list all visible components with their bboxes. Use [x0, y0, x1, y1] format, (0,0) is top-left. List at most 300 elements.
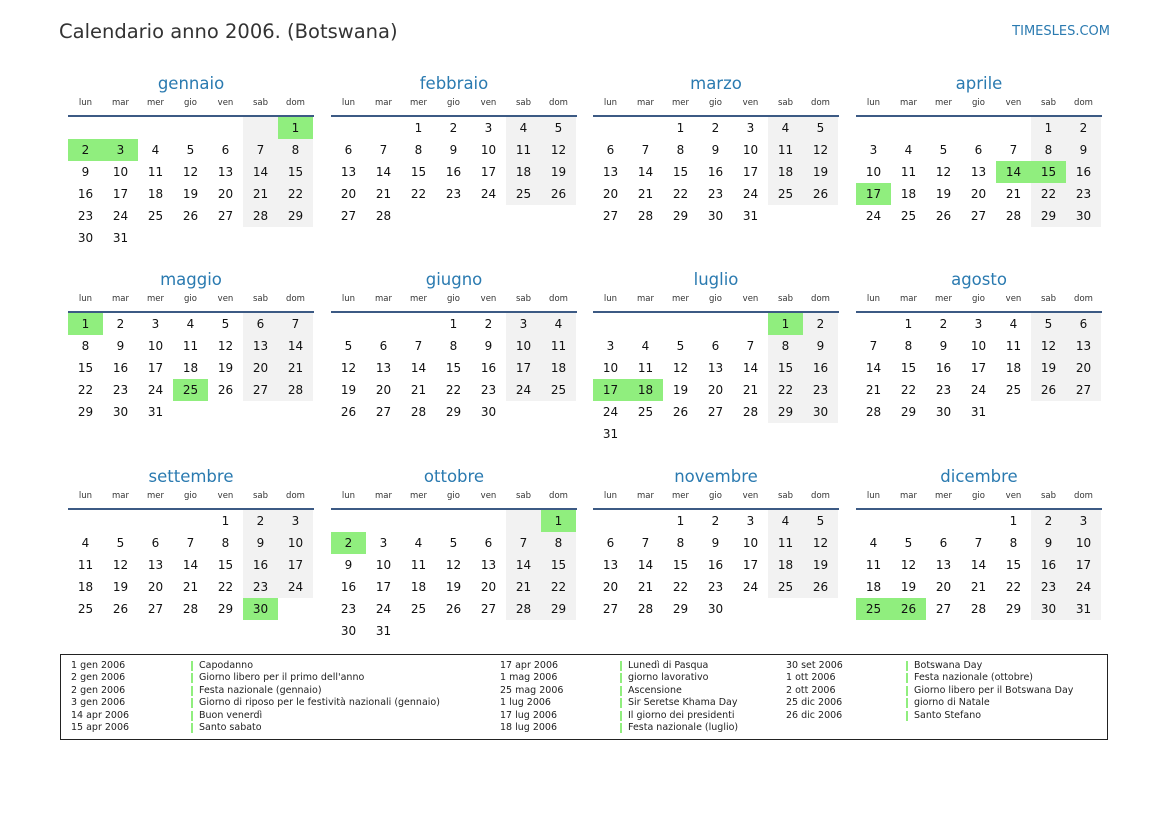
legend-row [71, 672, 440, 684]
day-cell: 24 [742, 580, 759, 594]
legend-row [500, 710, 738, 722]
day-cell: 1 [449, 317, 458, 331]
day-cell: 27 [480, 602, 497, 616]
day-cell: 30 [480, 405, 497, 419]
day-cell: 27 [935, 602, 952, 616]
day-cell: 9 [484, 339, 493, 353]
holiday-date: 26 dic 2006 [786, 709, 843, 721]
day-cell: 24 [1066, 576, 1101, 598]
day-cell: 1 [68, 313, 103, 335]
weekday-label: mar [112, 294, 129, 304]
day-cell: 10 [112, 165, 129, 179]
day-cell: 22 [541, 576, 576, 598]
weekday-label: mer [146, 98, 164, 108]
day-cell: 10 [602, 361, 619, 375]
day-grid [856, 313, 1101, 423]
day-cell: 19 [217, 361, 234, 375]
day-cell: 11 [541, 335, 576, 357]
day-cell: 13 [602, 558, 619, 572]
day-cell: 25 [768, 183, 803, 205]
day-cell: 28 [1005, 209, 1022, 223]
day-cell: 2 [803, 313, 838, 335]
month-agosto [856, 269, 1102, 423]
empty-cell [628, 313, 663, 335]
weekday-label: dom [286, 294, 305, 304]
weekday-label: mer [409, 491, 427, 501]
day-cell: 17 [593, 379, 628, 401]
holiday-name: Festa nazionale (luglio) [628, 721, 739, 733]
weekday-label: mar [900, 294, 917, 304]
weekday-label: mer [671, 294, 689, 304]
empty-cell [436, 510, 471, 532]
weekday-header [856, 291, 1102, 313]
month-name: giugno [425, 270, 483, 289]
day-cell: 21 [970, 580, 987, 594]
holiday-name: Botswana Day [914, 660, 983, 671]
day-cell: 21 [278, 357, 313, 379]
empty-cell [208, 117, 243, 139]
day-cell: 25 [173, 379, 208, 401]
weekday-label: ven [1005, 491, 1022, 501]
day-cell: 20 [602, 187, 619, 201]
day-cell: 15 [1031, 161, 1066, 183]
day-cell: 12 [445, 558, 462, 572]
day-cell: 12 [900, 558, 917, 572]
weekday-label: mer [671, 98, 689, 108]
day-cell: 16 [707, 165, 724, 179]
day-cell: 2 [711, 121, 720, 135]
empty-cell [436, 205, 471, 227]
day-cell: 26 [803, 183, 838, 205]
weekday-label: sab [777, 294, 794, 304]
day-cell: 19 [340, 383, 357, 397]
day-cell: 13 [1066, 335, 1101, 357]
day-cell: 9 [939, 339, 948, 353]
day-cell: 15 [672, 165, 689, 179]
day-cell: 5 [1031, 313, 1066, 335]
weekday-label: gio [972, 98, 985, 108]
empty-cell [996, 117, 1031, 139]
day-cell: 28 [506, 598, 541, 620]
day-cell: 6 [243, 313, 278, 335]
empty-cell [401, 620, 436, 642]
day-cell: 8 [768, 335, 803, 357]
page-title: Calendario anno 2006. (Botswana) [59, 20, 398, 43]
day-cell: 31 [375, 624, 392, 638]
month-name: settembre [148, 467, 234, 486]
day-cell: 5 [221, 317, 230, 331]
day-cell: 21 [742, 383, 759, 397]
day-cell: 21 [410, 383, 427, 397]
day-cell: 12 [112, 558, 129, 572]
day-cell: 26 [445, 602, 462, 616]
day-cell: 25 [768, 576, 803, 598]
day-cell: 26 [1031, 379, 1066, 401]
day-cell: 17 [112, 187, 129, 201]
weekday-label: mar [112, 491, 129, 501]
day-cell: 16 [707, 558, 724, 572]
day-cell: 31 [1066, 598, 1101, 620]
month-febbraio [331, 73, 577, 227]
month-name: febbraio [419, 74, 489, 93]
day-cell: 10 [1066, 532, 1101, 554]
legend-column [786, 660, 1073, 722]
day-cell: 3 [379, 536, 388, 550]
legend-row [71, 685, 440, 697]
day-cell: 15 [900, 361, 917, 375]
day-cell: 21 [375, 187, 392, 201]
day-cell: 25 [856, 598, 891, 620]
day-cell: 14 [243, 161, 278, 183]
day-cell: 4 [541, 313, 576, 335]
holiday-marker [191, 661, 193, 671]
day-cell: 27 [375, 405, 392, 419]
day-cell: 15 [410, 165, 427, 179]
month-luglio [593, 269, 839, 445]
weekday-label: ven [480, 294, 497, 304]
weekday-label: lun [603, 98, 618, 108]
empty-cell [541, 401, 576, 423]
day-cell: 3 [746, 121, 755, 135]
holiday-date: 30 set 2006 [786, 660, 843, 671]
day-cell: 9 [1066, 139, 1101, 161]
day-cell: 18 [865, 580, 882, 594]
day-cell: 24 [970, 383, 987, 397]
day-cell: 13 [375, 361, 392, 375]
weekday-label: sab [515, 98, 532, 108]
empty-cell [331, 510, 366, 532]
day-cell: 31 [742, 209, 759, 223]
day-cell: 9 [803, 335, 838, 357]
day-cell: 13 [217, 165, 234, 179]
day-cell: 15 [217, 558, 234, 572]
day-cell: 8 [676, 143, 685, 157]
day-cell: 8 [676, 536, 685, 550]
day-cell: 18 [506, 161, 541, 183]
legend-row [500, 685, 738, 697]
day-cell: 25 [147, 209, 164, 223]
day-cell: 24 [278, 576, 313, 598]
day-cell: 12 [935, 165, 952, 179]
holiday-date: 25 dic 2006 [786, 697, 843, 709]
empty-cell [173, 117, 208, 139]
day-cell: 4 [506, 117, 541, 139]
day-cell: 10 [506, 335, 541, 357]
day-cell: 20 [480, 580, 497, 594]
day-cell: 1 [414, 121, 423, 135]
day-cell: 3 [506, 313, 541, 335]
holiday-legend [60, 654, 1108, 740]
day-grid [856, 117, 1101, 227]
holiday-date: 15 apr 2006 [71, 721, 130, 733]
empty-cell [926, 510, 961, 532]
weekday-header [331, 488, 577, 510]
month-giugno [331, 269, 577, 423]
day-cell: 3 [484, 121, 493, 135]
weekday-header [68, 488, 314, 510]
month-name: maggio [160, 270, 222, 289]
empty-cell [68, 117, 103, 139]
weekday-label: mar [637, 294, 654, 304]
holiday-date: 1 ott 2006 [786, 672, 836, 684]
day-cell: 23 [77, 209, 94, 223]
day-cell: 2 [1031, 510, 1066, 532]
day-cell: 23 [480, 383, 497, 397]
day-cell: 26 [935, 209, 952, 223]
weekday-label: sab [252, 294, 269, 304]
empty-cell [278, 598, 313, 620]
day-cell: 7 [278, 313, 313, 335]
legend-row [786, 660, 1073, 672]
empty-cell [856, 117, 891, 139]
day-cell: 11 [77, 558, 94, 572]
weekday-label: dom [811, 98, 830, 108]
day-cell: 18 [147, 187, 164, 201]
day-cell: 15 [768, 357, 803, 379]
day-cell: 18 [410, 580, 427, 594]
empty-cell [366, 510, 401, 532]
day-cell: 18 [182, 361, 199, 375]
day-cell: 11 [865, 558, 882, 572]
empty-cell [803, 423, 838, 445]
weekday-label: ven [217, 491, 234, 501]
day-cell: 30 [1066, 205, 1101, 227]
day-cell: 28 [637, 602, 654, 616]
weekday-label: dom [549, 491, 568, 501]
legend-row [71, 697, 440, 709]
empty-cell [663, 423, 698, 445]
day-cell: 9 [449, 143, 458, 157]
day-cell: 8 [414, 143, 423, 157]
day-cell: 24 [602, 405, 619, 419]
day-grid [331, 510, 576, 642]
legend-column [500, 660, 738, 734]
empty-cell [401, 313, 436, 335]
day-cell: 24 [480, 187, 497, 201]
day-cell: 13 [707, 361, 724, 375]
holiday-name: Buon venerdì [199, 709, 263, 721]
weekday-label: sab [252, 98, 269, 108]
weekday-label: gio [184, 491, 197, 501]
day-cell: 18 [77, 580, 94, 594]
day-cell: 17 [742, 165, 759, 179]
day-cell: 16 [480, 361, 497, 375]
day-cell: 10 [147, 339, 164, 353]
holiday-name: Giorno libero per il Botswana Day [914, 684, 1074, 696]
day-cell: 5 [541, 117, 576, 139]
day-cell: 17 [742, 558, 759, 572]
day-cell: 4 [768, 117, 803, 139]
day-cell: 15 [672, 558, 689, 572]
empty-cell [138, 117, 173, 139]
day-cell: 2 [449, 121, 458, 135]
holiday-name: Festa nazionale (gennaio) [199, 684, 322, 696]
weekday-label: ven [742, 491, 759, 501]
empty-cell [103, 510, 138, 532]
day-cell: 19 [182, 187, 199, 201]
legend-row [786, 672, 1073, 684]
day-cell: 6 [221, 143, 230, 157]
day-cell: 17 [1066, 554, 1101, 576]
weekday-label: dom [549, 294, 568, 304]
empty-cell [138, 510, 173, 532]
empty-cell [768, 205, 803, 227]
month-name: luglio [693, 270, 739, 289]
day-cell: 7 [414, 339, 423, 353]
day-cell: 29 [900, 405, 917, 419]
day-cell: 18 [768, 161, 803, 183]
weekday-label: lun [603, 491, 618, 501]
day-cell: 6 [484, 536, 493, 550]
day-cell: 30 [1031, 598, 1066, 620]
day-cell: 19 [445, 580, 462, 594]
day-cell: 5 [803, 117, 838, 139]
day-cell: 29 [541, 598, 576, 620]
day-cell: 14 [996, 161, 1031, 183]
day-cell: 28 [865, 405, 882, 419]
day-cell: 8 [81, 339, 90, 353]
day-cell: 7 [243, 139, 278, 161]
empty-cell [1066, 401, 1101, 423]
day-cell: 28 [637, 209, 654, 223]
day-cell: 11 [1005, 339, 1022, 353]
holiday-name: giorno lavorativo [628, 672, 709, 684]
day-cell: 1 [676, 121, 685, 135]
day-cell: 23 [935, 383, 952, 397]
weekday-label: dom [811, 491, 830, 501]
day-cell: 31 [147, 405, 164, 419]
day-cell: 30 [935, 405, 952, 419]
empty-cell [698, 423, 733, 445]
day-cell: 29 [278, 205, 313, 227]
day-cell: 22 [278, 183, 313, 205]
day-cell: 1 [278, 117, 313, 139]
empty-cell [698, 313, 733, 335]
day-cell: 27 [1066, 379, 1101, 401]
empty-cell [331, 313, 366, 335]
weekday-label: ven [217, 294, 234, 304]
day-cell: 29 [77, 405, 94, 419]
day-cell: 13 [602, 165, 619, 179]
day-cell: 27 [970, 209, 987, 223]
day-cell: 11 [147, 165, 164, 179]
day-cell: 4 [904, 143, 913, 157]
day-cell: 10 [742, 536, 759, 550]
day-cell: 21 [243, 183, 278, 205]
empty-cell [68, 510, 103, 532]
day-cell: 6 [939, 536, 948, 550]
day-cell: 29 [445, 405, 462, 419]
day-cell: 5 [449, 536, 458, 550]
weekday-label: dom [1074, 491, 1093, 501]
holiday-date: 2 gen 2006 [71, 672, 126, 684]
day-cell: 17 [856, 183, 891, 205]
weekday-label: dom [1074, 294, 1093, 304]
weekday-label: mer [409, 294, 427, 304]
holiday-date: 25 mag 2006 [500, 684, 564, 696]
holiday-date: 1 lug 2006 [500, 697, 551, 709]
day-cell: 27 [602, 602, 619, 616]
legend-row [500, 697, 738, 709]
day-cell: 4 [81, 536, 90, 550]
weekday-label: dom [811, 294, 830, 304]
day-cell: 22 [900, 383, 917, 397]
weekday-label: gio [447, 294, 460, 304]
day-cell: 30 [340, 624, 357, 638]
day-grid [593, 117, 838, 227]
month-name: ottobre [423, 467, 485, 486]
weekday-label: dom [286, 98, 305, 108]
day-cell: 5 [939, 143, 948, 157]
day-cell: 5 [116, 536, 125, 550]
holiday-date: 1 gen 2006 [71, 660, 126, 671]
weekday-header [68, 95, 314, 117]
weekday-label: dom [286, 491, 305, 501]
day-cell: 16 [77, 187, 94, 201]
weekday-header [331, 95, 577, 117]
day-cell: 4 [869, 536, 878, 550]
holiday-marker [906, 711, 908, 721]
empty-cell [593, 313, 628, 335]
day-cell: 6 [344, 143, 353, 157]
holiday-marker [620, 698, 622, 708]
day-cell: 20 [707, 383, 724, 397]
weekday-label: sab [1040, 98, 1057, 108]
weekday-label: gio [184, 294, 197, 304]
day-cell: 6 [974, 143, 983, 157]
day-cell: 30 [707, 602, 724, 616]
day-cell: 7 [379, 143, 388, 157]
weekday-label: gio [447, 491, 460, 501]
day-cell: 27 [243, 379, 278, 401]
day-cell: 10 [970, 339, 987, 353]
empty-cell [593, 117, 628, 139]
empty-cell [208, 401, 243, 423]
day-cell: 14 [970, 558, 987, 572]
brand-link[interactable]: TIMESLES.COM [1012, 24, 1110, 39]
weekday-label: mar [637, 491, 654, 501]
day-cell: 22 [768, 379, 803, 401]
day-cell: 23 [707, 187, 724, 201]
day-cell: 12 [672, 361, 689, 375]
holiday-name: giorno di Natale [914, 697, 990, 709]
day-cell: 1 [768, 313, 803, 335]
day-cell: 31 [602, 427, 619, 441]
holiday-date: 17 apr 2006 [500, 660, 559, 671]
day-grid [593, 510, 838, 620]
day-grid [331, 117, 576, 227]
weekday-label: mar [900, 98, 917, 108]
weekday-label: mar [112, 98, 129, 108]
holiday-name: Ascensione [628, 684, 682, 696]
legend-row [500, 672, 738, 684]
day-cell: 6 [606, 536, 615, 550]
day-cell: 30 [112, 405, 129, 419]
empty-cell [243, 117, 278, 139]
day-cell: 11 [182, 339, 199, 353]
weekday-label: sab [515, 491, 532, 501]
month-name: gennaio [157, 74, 225, 93]
day-cell: 19 [541, 161, 576, 183]
day-cell: 18 [628, 379, 663, 401]
day-cell: 4 [768, 510, 803, 532]
day-cell: 12 [217, 339, 234, 353]
day-cell: 30 [77, 231, 94, 245]
weekday-label: lun [866, 491, 881, 501]
day-cell: 29 [1031, 205, 1066, 227]
day-cell: 8 [1031, 139, 1066, 161]
day-cell: 23 [803, 379, 838, 401]
